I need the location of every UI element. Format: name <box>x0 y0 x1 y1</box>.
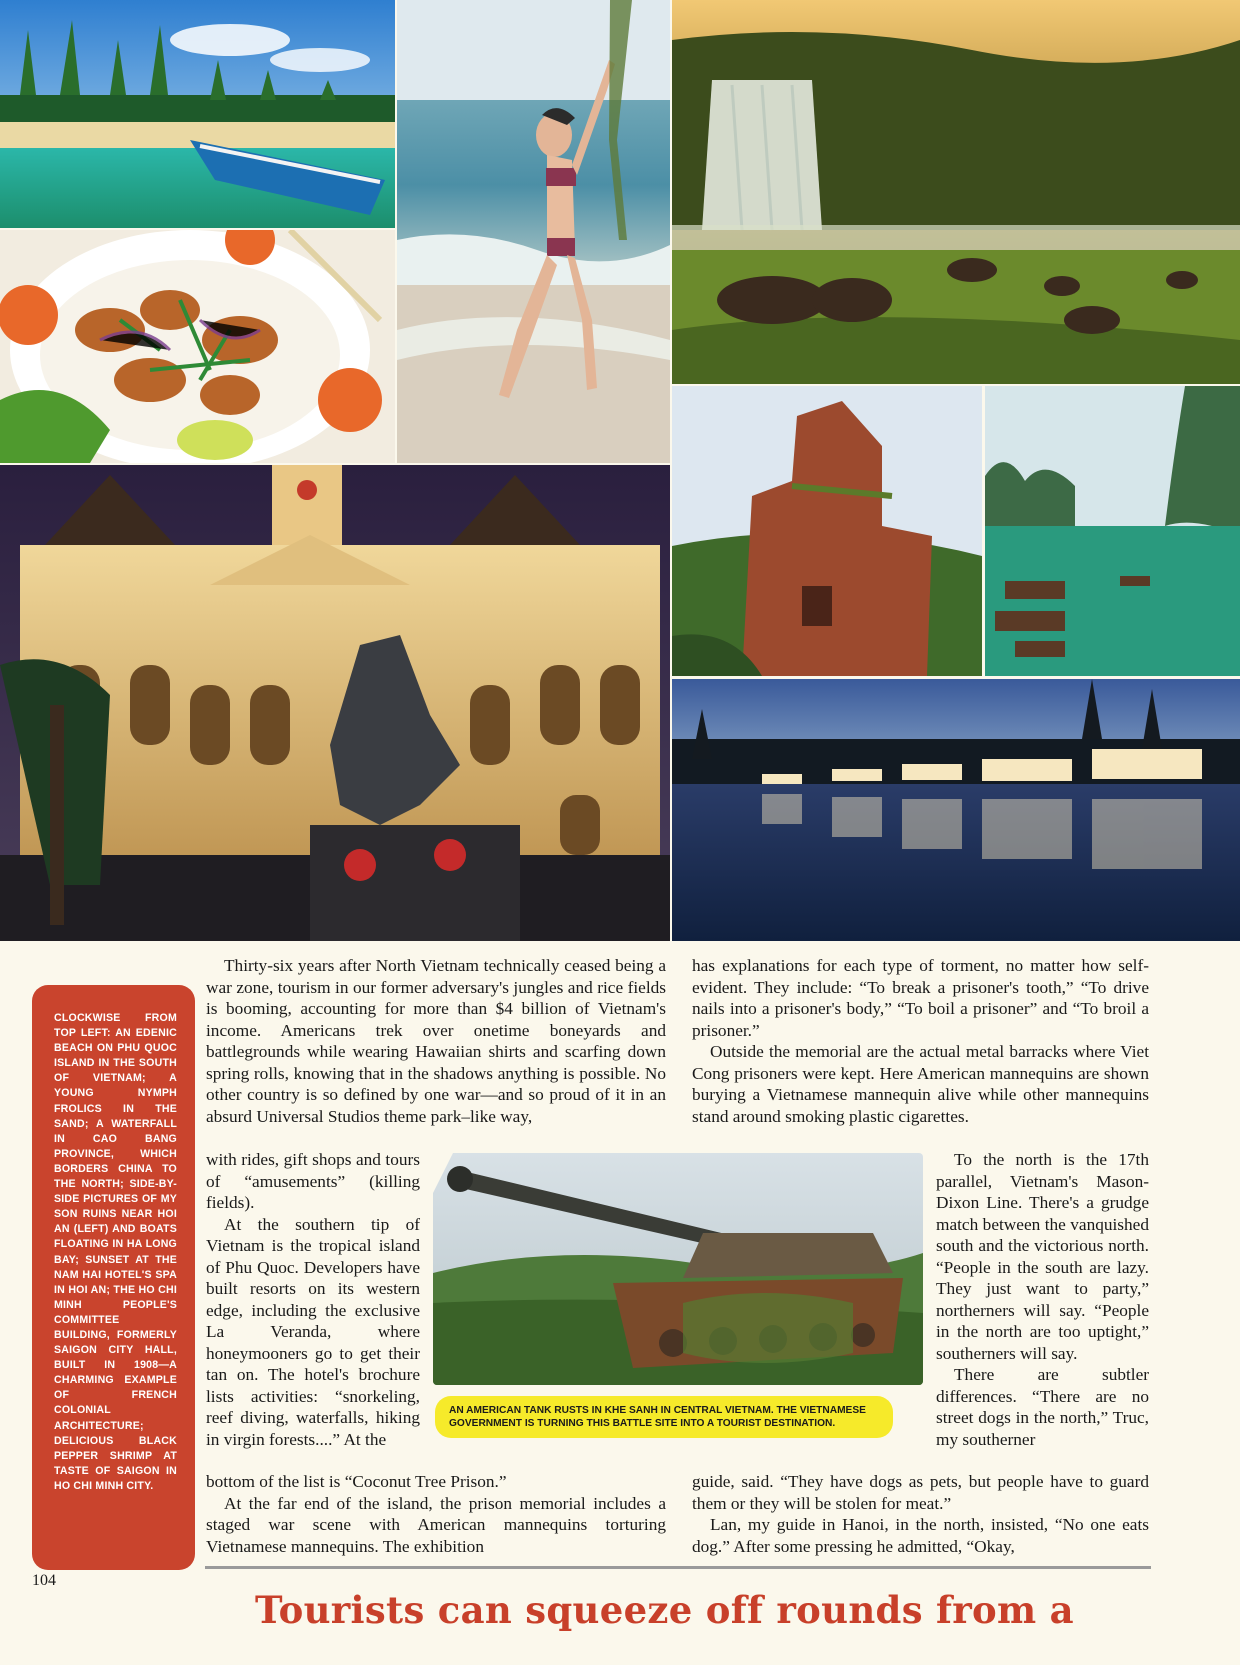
page-number: 104 <box>32 1572 56 1589</box>
nam-hai-spa-photo <box>672 679 1240 941</box>
beach-photo <box>0 0 395 228</box>
footer-rule <box>205 1566 1151 1569</box>
paragraph: has explanations for each type of torment, no matter how self-evident. They include: “To break a prisoner's tooth,” “To drive nails into a prisoner's body,” “To boil a prisoner” and “To broil a prisoner.” <box>692 956 1149 1040</box>
waterfall-photo <box>672 0 1240 384</box>
sidebar-caption-text: CLOCKWISE FROM TOP LEFT: AN EDENIC BEACH ON PHU QUOC ISLAND IN THE SOUTH OF VIETNAM; A YOUNG NYMPH FROLICS IN THE SAND; A WATERFALL IN CAO BANG PROVINCE, WHICH BORDERS CHINA TO THE NORTH; SIDE-BY-SIDE PICTURES OF MY SON RUINS NEAR HOI AN (LEFT) AND BOATS FLOATING IN HA LONG BAY; SUNSET AT THE NAM HAI HOTEL'S SPA IN HOI AN; THE HO CHI MINH PEOPLE'S COMMITTEE BUILDING, FORMERLY SAIGON CITY HALL, BUILT IN 1908—A CHARMING EXAMPLE OF FRENCH COLONIAL ARCHITECTURE; DELICIOUS BLACK PEPPER SHRIMP AT TASTE OF SAIGON IN HO CHI MINH CITY. <box>54 1012 177 1492</box>
paragraph: At the southern tip of Vietnam is the tropical island of Phu Quoc. Developers have built resorts on its western edge, including the exclusive La Veranda, where honeymooners go to get their tan on. The hotel's brochure lists activities: “snorkeling, reef diving, waterfalls, hiking in virgin forests....” At the <box>206 1214 420 1449</box>
paragraph: Outside the memorial are the actual metal barracks where Viet Cong prisoners were kept. Here American mannequins are shown burying a Vietnamese mannequin alive while other mannequins stand around smoking plastic cigarettes. <box>692 1042 1149 1126</box>
article-column-2-narrow <box>936 1149 1149 1450</box>
nymph-photo <box>397 0 670 463</box>
article-column-2-top <box>692 955 1149 1127</box>
article-column-1-top <box>206 955 666 1127</box>
paragraph: There are subtler differences. “There are no street dogs in the north,” Truc, my southerner <box>936 1365 1149 1449</box>
paragraph: Thirty-six years after North Vietnam technically ceased being a war zone, tourism in our former adversary's jungles and rice fields is booming, accounting for more than $4 billion of Vietnam's income. Americans trek over onetime boneyards and battlegrounds while wearing Hawaiian shirts and scarfing down spring rolls, knowing that in the shadows anything is possible. No other country is so defined by one war—and so proud of it in an absurd Universal Studios theme park–like way, <box>206 956 666 1126</box>
photo-caption-sidebar <box>32 985 195 1570</box>
paragraph: To the north is the 17th parallel, Vietnam's Mason-Dixon Line. There's a grudge match between the vanquished south and the victorious north. “People in the south are lazy. They just want to party,” northerners will say. “People in the north are too uptight,” southerners will say. <box>936 1150 1149 1363</box>
shrimp-photo <box>0 230 395 463</box>
paragraph: Lan, my guide in Hanoi, in the north, insisted, “No one eats dog.” After some pressing he admitted, “Okay, <box>692 1515 1149 1556</box>
article-column-1-bottom <box>206 1471 666 1557</box>
pull-quote: Tourists can squeeze off rounds from a <box>255 1588 1074 1632</box>
tank-photo <box>433 1153 923 1385</box>
ha-long-bay-photo <box>985 386 1240 676</box>
tank-caption-text: AN AMERICAN TANK RUSTS IN KHE SANH IN CENTRAL VIETNAM. THE VIETNAMESE GOVERNMENT IS TURNING THIS BATTLE SITE INTO A TOURIST DESTINATION. <box>449 1405 866 1429</box>
paragraph: with rides, gift shops and tours of “amusements” (killing fields). <box>206 1150 420 1212</box>
article-column-1-narrow <box>206 1149 420 1450</box>
tank-caption-banner <box>435 1396 893 1438</box>
son-ruins-photo <box>672 386 982 676</box>
article-column-2-bottom <box>692 1471 1149 1557</box>
paragraph: guide, said. “They have dogs as pets, but people have to guard them or they will be stolen for meat.” <box>692 1472 1149 1513</box>
paragraph: bottom of the list is “Coconut Tree Prison.” <box>206 1472 507 1491</box>
city-hall-photo <box>0 465 670 941</box>
paragraph: At the far end of the island, the prison memorial includes a staged war scene with American mannequins torturing Vietnamese mannequins. The exhibition <box>206 1493 666 1556</box>
